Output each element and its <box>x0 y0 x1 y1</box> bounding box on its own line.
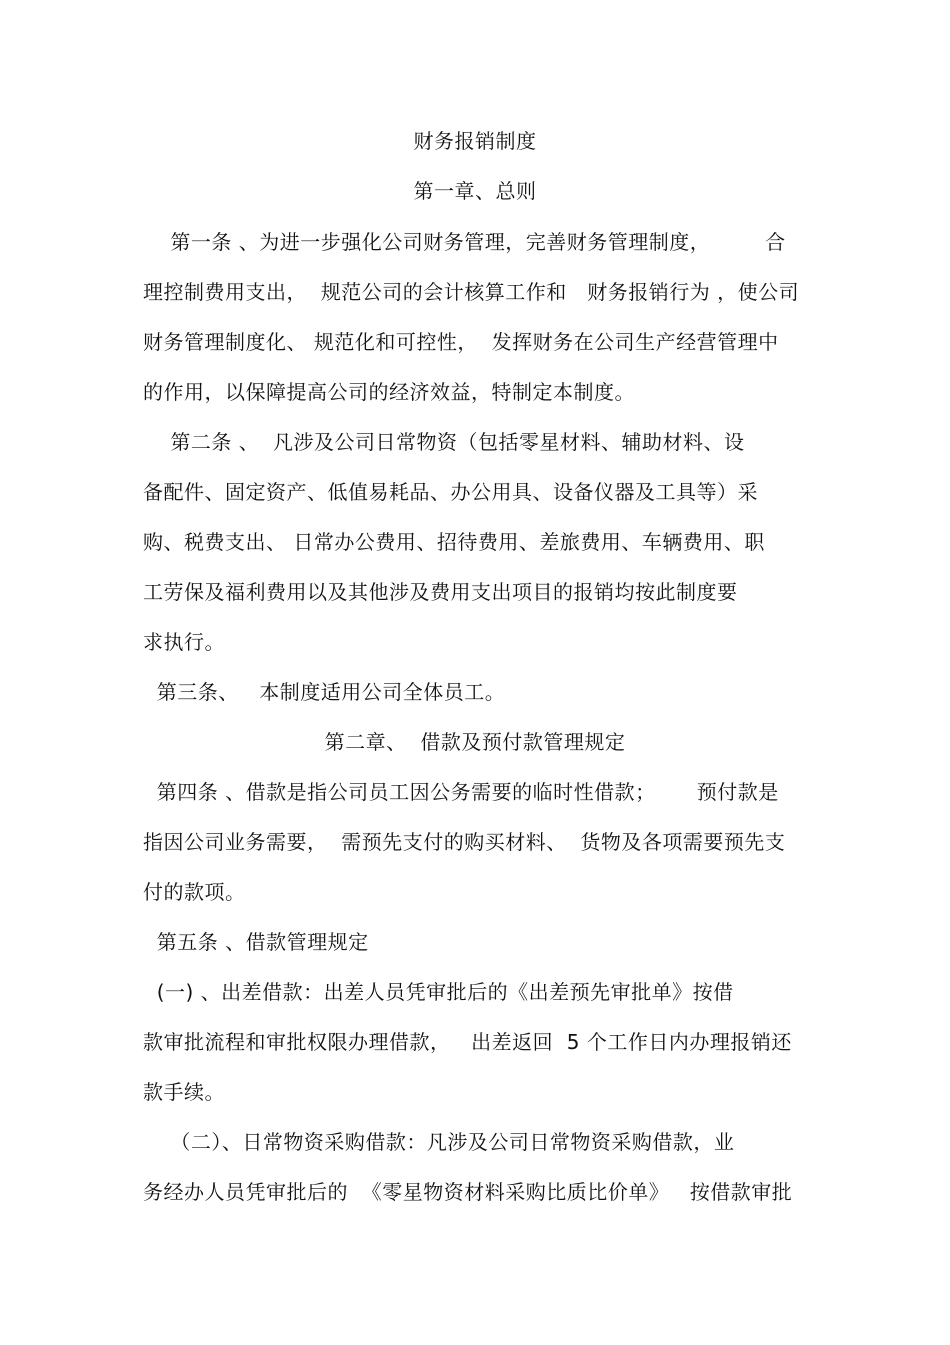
clause-1-line-2: 款审批流程和审批权限办理借款， 出差返回 5 个工作日内办理报销还 <box>143 1030 792 1054</box>
article-2-line-2: 备配件、固定资产、低值易耗品、办公用具、设备仪器及工具等）采 <box>143 480 758 504</box>
article-1-line-3: 财务管理制度化、 规范化和可控性， 发挥财务在公司生产经营管理中 <box>143 330 779 354</box>
article-4-line-1: 第四条 、借款是指公司员工因公务需要的临时性借款； 预付款是 <box>143 780 779 804</box>
article-2-line-4: 工劳保及福利费用以及其他涉及费用支出项目的报销均按此制度要 <box>143 580 738 604</box>
article-5-heading: 第五条 、借款管理规定 <box>143 930 369 954</box>
article-1-line-2: 理控制费用支出， 规范公司的会计核算工作和 财务报销行为 ，使公司 <box>143 280 800 304</box>
clause-2-line-1: （二）、日常物资采购借款：凡涉及公司日常物资采购借款，业 <box>143 1130 735 1154</box>
article-2-line-3: 购、税费支出、 日常办公费用、招待费用、差旅费用、车辆费用、职 <box>143 530 765 554</box>
article-1-line-4: 的作用，以保障提高公司的经济效益，特制定本制度。 <box>143 380 635 404</box>
clause-1-line-1: (一) 、出差借款：出差人员凭审批后的《出差预先审批单》按借 <box>143 980 734 1004</box>
article-4-line-2: 指因公司业务需要， 需预先支付的购买材料、 货物及各项需要预先支 <box>143 830 786 854</box>
article-4-line-3: 付的款项。 <box>143 880 246 904</box>
article-2-line-1: 第二条 、 凡涉及公司日常物资（包括零星材料、辅助材料、设 <box>143 430 745 454</box>
article-2-line-5: 求执行。 <box>143 630 225 654</box>
clause-2-line-2: 务经办人员凭审批后的 《零星物资材料采购比质比价单》 按借款审批 <box>143 1180 793 1204</box>
chapter-1-heading: 第一章、总则 <box>413 179 537 203</box>
article-1-line-1: 第一条 、为进一步强化公司财务管理，完善财务管理制度， 合 <box>143 230 786 254</box>
chapter-2-heading: 第二章、 借款及预付款管理规定 <box>324 730 626 754</box>
clause-1-line-3: 款手续。 <box>143 1080 225 1104</box>
document-title: 财务报销制度 <box>413 129 537 153</box>
article-3: 第三条、 本制度适用公司全体员工。 <box>143 680 506 704</box>
